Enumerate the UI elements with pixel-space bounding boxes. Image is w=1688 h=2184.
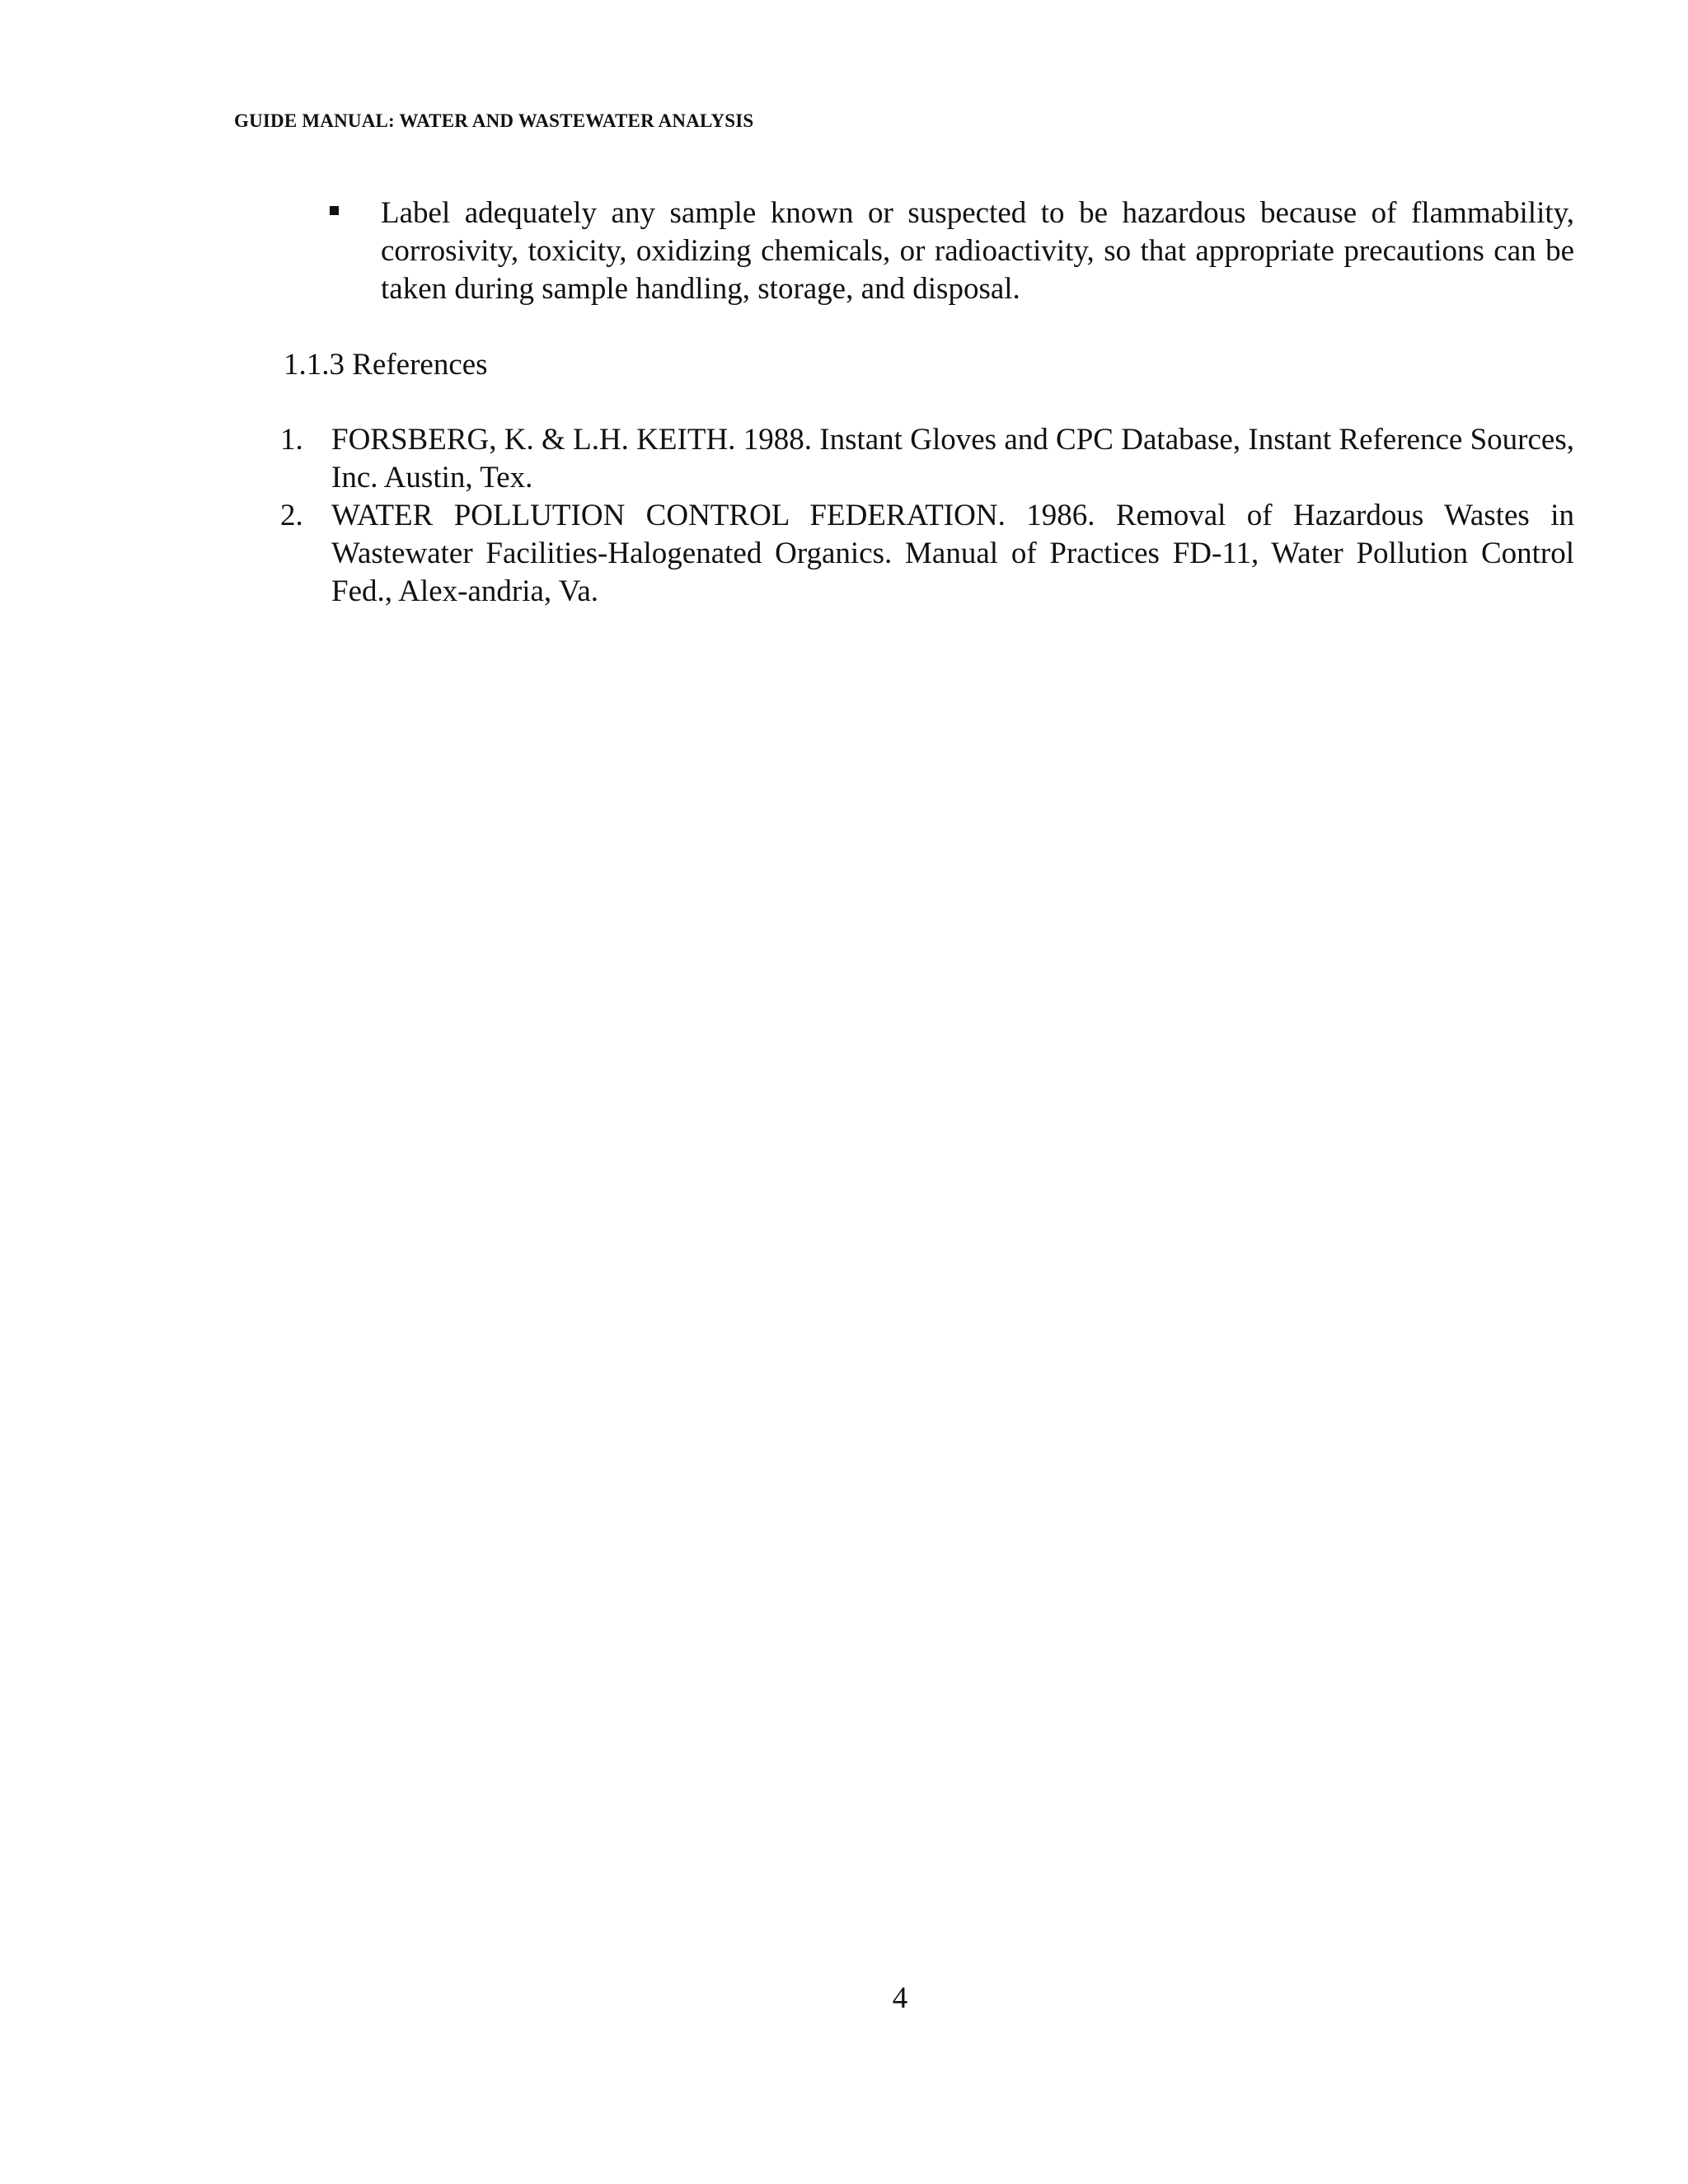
square-bullet-icon <box>330 194 381 232</box>
section-heading: 1.1.3 References <box>284 348 488 382</box>
reference-number: 1. <box>280 423 303 457</box>
bullet-list-item <box>330 194 1574 308</box>
running-header: GUIDE MANUAL: WATER AND WASTEWATER ANALYSIS <box>234 110 754 131</box>
reference-number: 2. <box>280 499 303 532</box>
reference-item-1 <box>280 421 1574 497</box>
reference-list <box>280 421 1574 611</box>
reference-text: WATER POLLUTION CONTROL FEDERATION. 1986. Removal of Hazardous Wastes in Wastewater Facilities-Halogenated Organics. Manual of Practices FD-11, Water Pollution Control Fed., Alex-andria, Va. <box>331 499 1574 608</box>
bullet-text: Label adequately any sample known or suspected to be hazardous because of flammability, corrosivity, toxicity, oxidizing chemicals, or radioactivity, so that appropriate precautions can be taken during sample handling, storage, and disposal. <box>381 196 1574 306</box>
reference-item-2 <box>280 497 1574 611</box>
page-number: 4 <box>892 1981 908 2015</box>
reference-text: FORSBERG, K. & L.H. KEITH. 1988. Instant Gloves and CPC Database, Instant Reference Sources, Inc. Austin, Tex. <box>331 423 1574 494</box>
